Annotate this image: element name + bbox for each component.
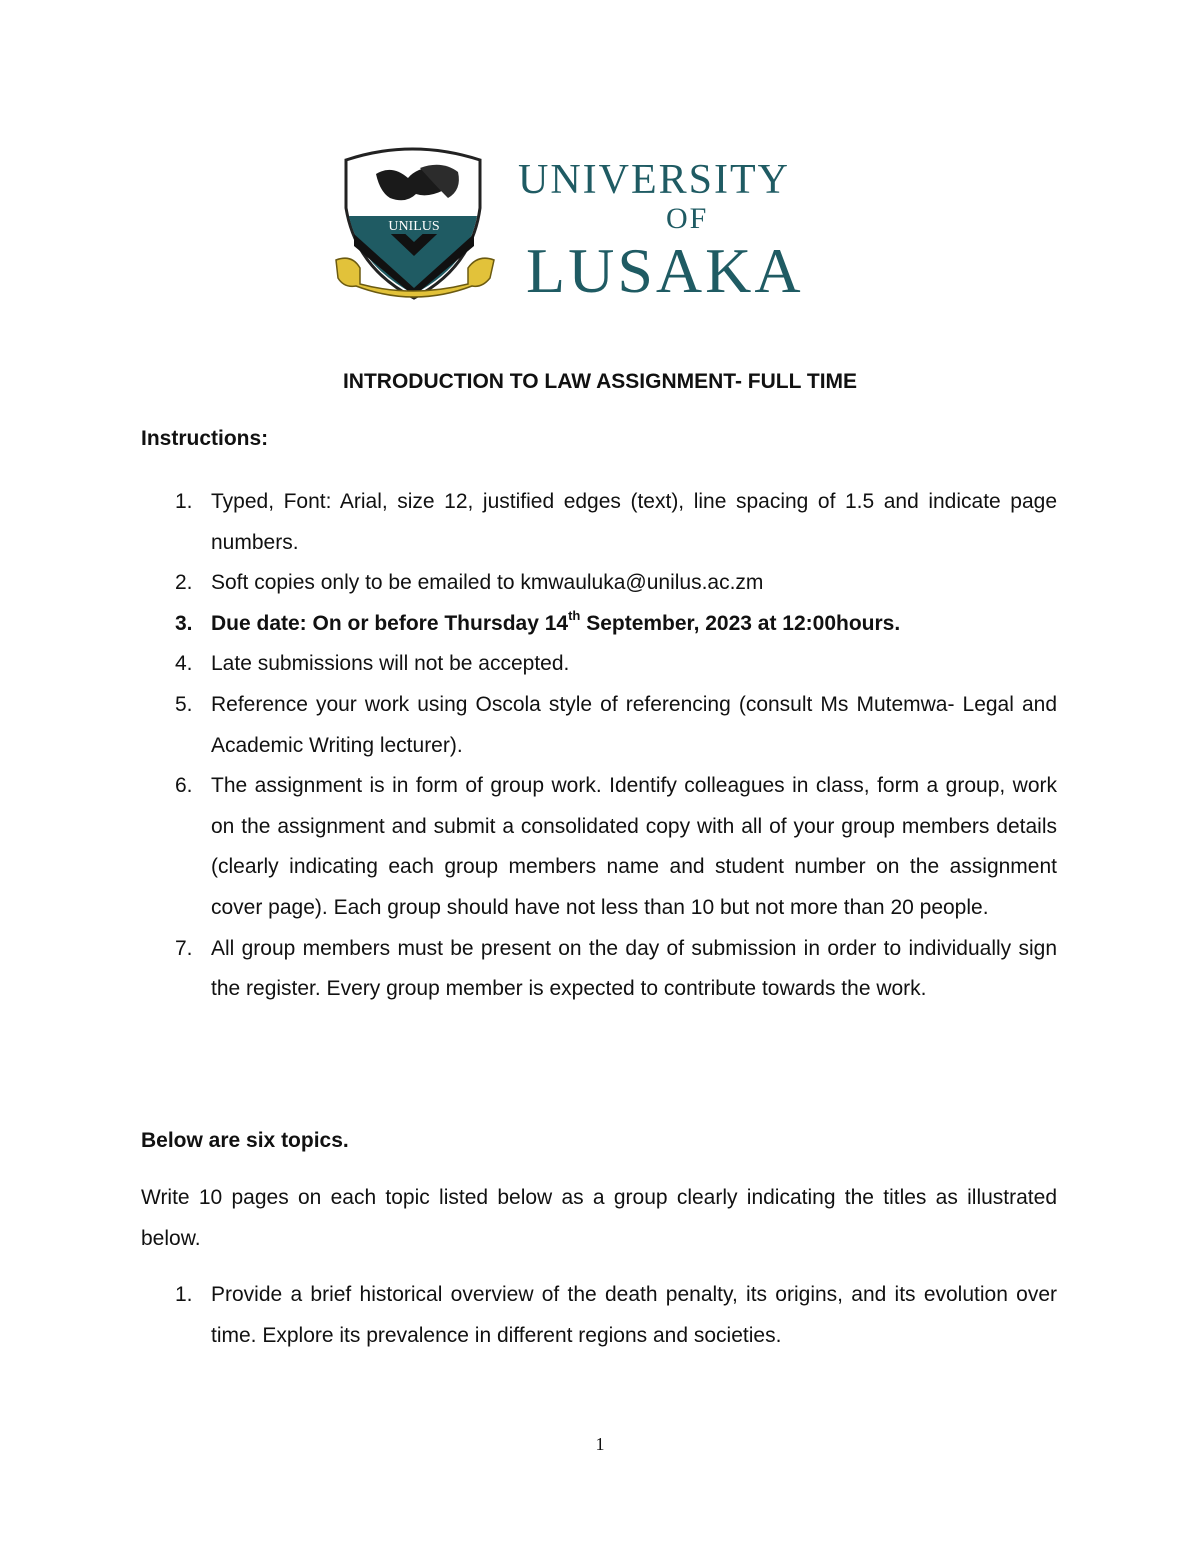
instructions-list xyxy=(141,482,1057,1010)
page-number: 1 xyxy=(595,1434,605,1454)
list-item: 2. Soft copies only to be emailed to kmwauluka@unilus.ac.zm xyxy=(175,571,764,595)
logo-word-of: OF xyxy=(666,202,709,235)
shield-label: UNILUS xyxy=(388,219,440,234)
shield-crest-icon xyxy=(332,138,507,313)
list-item: 7. All group members must be present on the day of submission in order to individually sign the register. Every group member is expected to contribute towards the work. xyxy=(175,936,1057,1001)
list-item: 4. Late submissions will not be accepted. xyxy=(175,652,570,676)
logo-word-lusaka: LUSAKA xyxy=(526,235,804,306)
email-address: Soft copies only to be emailed to kmwauluka@unilus.ac.zm xyxy=(211,571,764,595)
logo-word-university: UNIVERSITY xyxy=(518,157,790,203)
list-item: 1. Provide a brief historical overview of the death penalty, its origins, and its evolution over time. Explore its prevalence in different regions and societies. xyxy=(175,1283,1057,1347)
list-item: 5. Reference your work using Oscola style of referencing (consult Ms Mutemwa- Legal and Academic Writing lecturer). xyxy=(175,692,1057,757)
document-title: INTRODUCTION TO LAW ASSIGNMENT- FULL TIME xyxy=(342,370,858,393)
topics-intro: Write 10 pages on each topic listed below as a group clearly indicating the titles as illustrated below. xyxy=(141,1186,1057,1250)
topics-list xyxy=(141,1275,1057,1356)
university-logo xyxy=(332,138,872,313)
list-item-due-date: 3. Due date: On or before Thursday 14th September, 2023 at 12:00hours. xyxy=(175,607,901,635)
instructions-heading: Instructions: xyxy=(141,427,269,450)
topics-heading: Below are six topics. xyxy=(141,1129,349,1152)
list-item: 6. The assignment is in form of group work. Identify colleagues in class, form a group, work on the assignment and submit a consolidated copy with all of your group members details (clearly indicating each group members name and student number on the assignment cover page). Each group should have not less than 10 but not more than 20 people. xyxy=(175,774,1057,919)
list-item: 1. Typed, Font: Arial, size 12, justified edges (text), line spacing of 1.5 and indicate page numbers. xyxy=(175,490,1057,554)
